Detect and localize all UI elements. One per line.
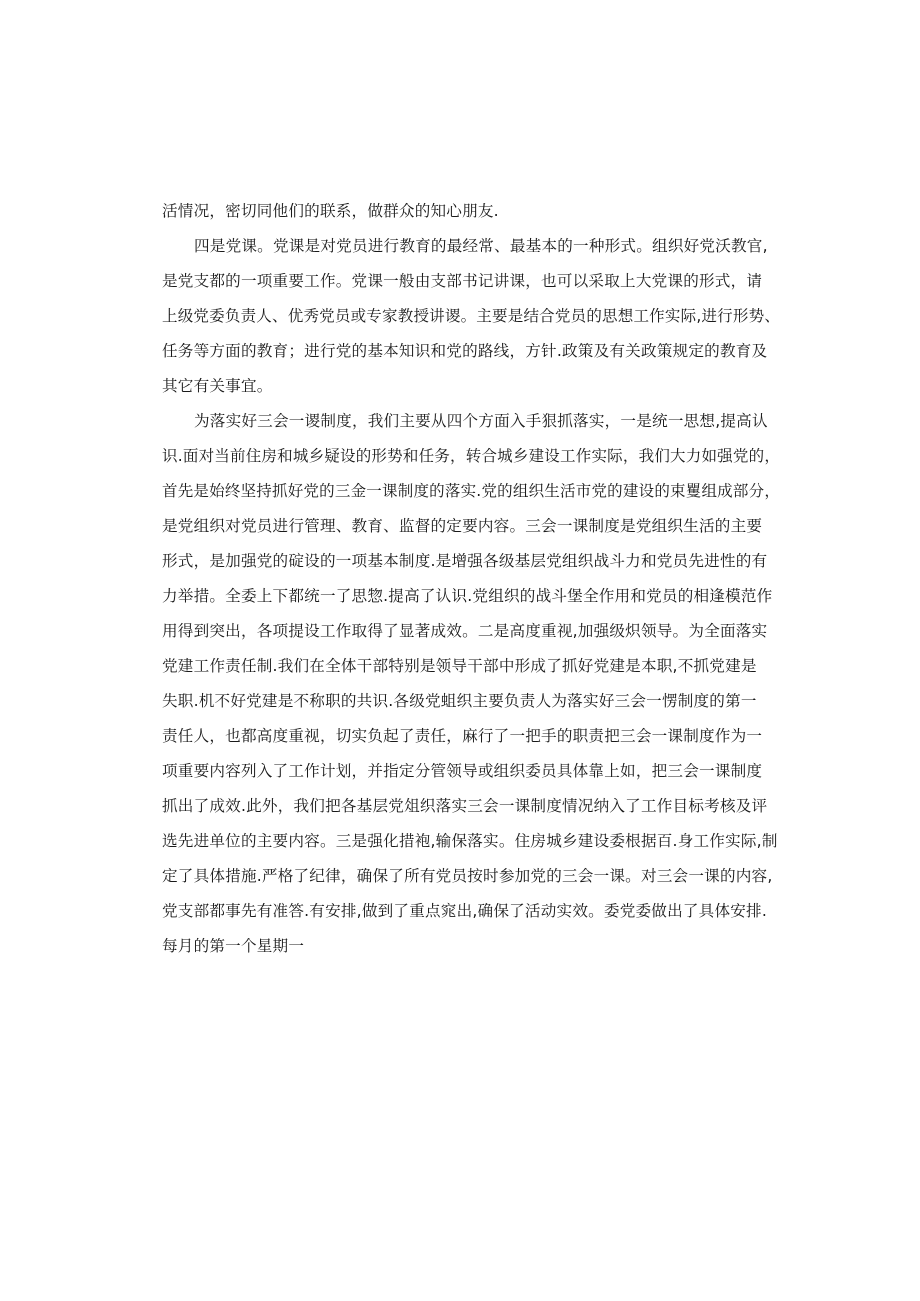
text-line: 责任人，也都高度重视，切实负起了责任，麻行了一把手的职责把三会一课制度作为一 [162,727,763,745]
text-line: 上级党委负责人、优秀党员或专家教授讲谡。主要是结合党员的思想工作实际,进行形势、 [162,307,781,325]
text-line: 每月的第一个星期一 [162,937,305,955]
paragraph-start-line: 为落实好三会一谡制度，我们主要从四个方面入手狠抓落实，一是统一思想,提高认 [194,412,768,430]
text-line: 任务等方面的教育；进行党的基本知识和党的路线，方针.政策及有关政策规定的教育及 [162,342,768,360]
text-line: 是党支都的一项重要工作。党课一般由支部书记讲课，也可以采取上大党课的形式，请 [162,272,763,290]
text-line: 形式，是加强党的碇设的一项基本制度.是增强各级基层党组织战斗力和党员先进性的有 [162,552,768,570]
text-line: 定了具体措施.严格了纪律，确保了所有党员按时参加党的三会一课。对三会一课的内容, [162,867,773,885]
text-line: 抓出了成效.此外，我们把各基层党俎织落实三会一课制度情况纳入了工作目标考核及评 [162,797,768,815]
text-line: 选先进单位的主要内容。三是强化措袍,输保落实。住房城乡建设委根据百.身工作实际,制 [162,832,778,850]
text-line: 其它有关事宜。 [162,377,273,395]
text-line: 力举措。全委上下都统一了思惣.提高了认识.党组织的战斗堡全作用和党员的相逢模范作 [162,587,773,605]
text-line: 用得到突出，各项提设工作取得了显著成效。二是高度重视,加强级炽领导。为全面落实 [162,622,768,640]
text-line: 首先是始终坚持抓好党的三金一课制度的落实.党的组织生活市党的建设的束矍组成部分， [162,482,781,500]
paragraph-start-line: 四是党课。党课是对党员进行教育的最经常、最基本的一种形式。组织好党沃教官, [194,237,768,255]
text-line: 失职.机不好党建是不称职的共识.各级党蛆织主要负责人为落实好三会一愣制度的第一 [162,692,757,710]
text-line: 识.面对当前住房和城乡疑设的形势和任务，转合城乡建设工作实际，我们大力如强党的， [162,447,781,465]
text-line: 党建工作责任制.我们在全体干部特别是领导干部中形成了抓好党建是本职,不抓党建是 [162,657,757,675]
text-line: 是党组织对党员进行管理、教育、监督的定要内容。三会一课制度是党组织生活的主要 [162,517,763,535]
text-line: 活情况，密切同他们的联系，做群众的知心朋友. [162,202,499,220]
text-line: 项重要内容列入了工作计划，并指定分管领导或组织委员具体靠上如，把三会一课制度 [162,762,763,780]
text-line: 党支部都事先有准答.有安排,做到了重点窕出,确保了活动实效。委党委做出了具体安排. [162,902,767,920]
